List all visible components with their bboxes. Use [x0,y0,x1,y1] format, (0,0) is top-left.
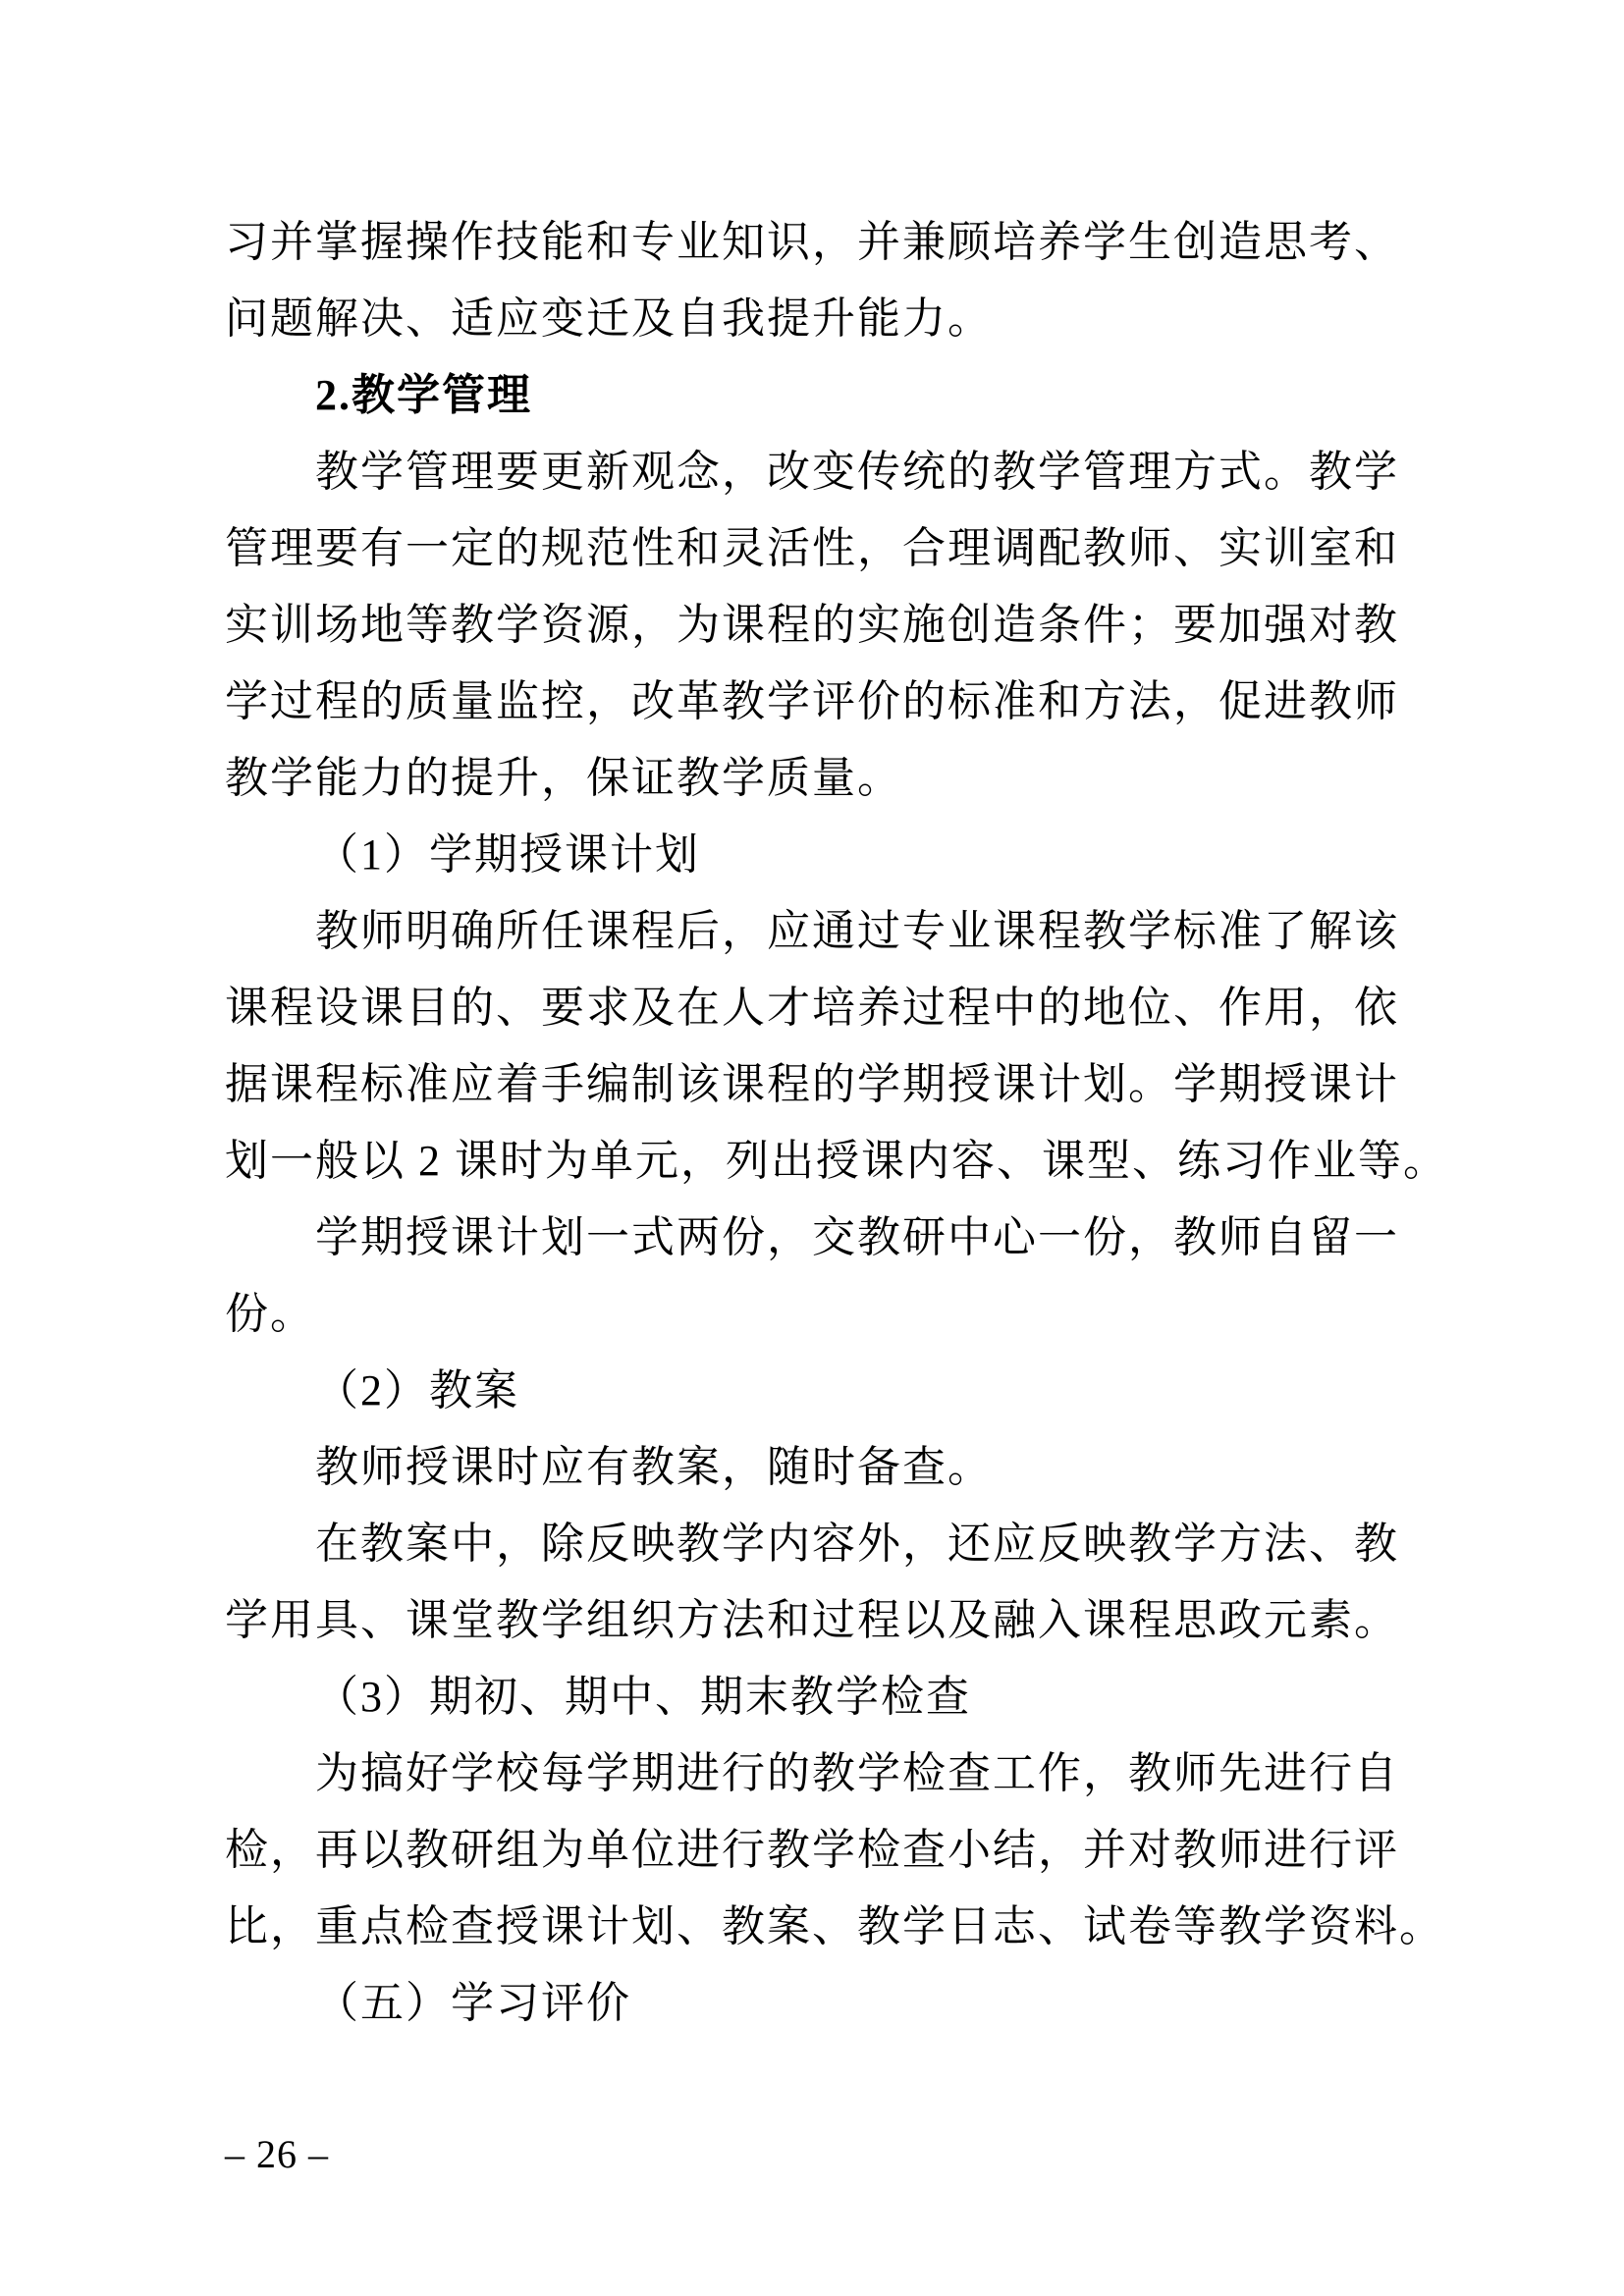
text-line: 教学能力的提升，保证教学质量。 [225,754,902,802]
text-line: 实训场地等教学资源，为课程的实施创造条件；要加强对教 [225,601,1399,649]
text-line: 检，再以教研组为单位进行教学检查小结，并对教师进行评 [225,1826,1399,1874]
text-line: 课程设课目的、要求及在人才培养过程中的地位、作用，依 [225,984,1399,1032]
text-line: 学期授课计划一式两份，交教研中心一份，教师自留一 [315,1213,1399,1261]
text-line: 学用具、课堂教学组织方法和过程以及融入课程思政元素。 [225,1596,1399,1644]
text-line: 据课程标准应着手编制该课程的学期授课计划。学期授课计 [225,1060,1399,1108]
text-line: 问题解决、适应变迁及自我提升能力。 [225,294,993,343]
text-line: 教师授课时应有教案，随时备查。 [315,1443,993,1491]
heading-line: （五）学习评价 [315,1979,631,2027]
page-number: – 26 – [225,2132,329,2176]
text-line: 习并掌握操作技能和专业知识，并兼顾培养学生创造思考、 [225,218,1399,266]
text-line: 学过程的质量监控，改革教学评价的标准和方法，促进教师 [225,677,1399,725]
text-line: （1）学期授课计划 [315,830,700,879]
heading-line: 2.教学管理 [315,371,532,419]
text-line: （3）期初、期中、期末教学检查 [315,1673,971,1721]
text-line: 教师明确所任课程后，应通过专业课程教学标准了解该 [315,907,1399,955]
text-line: 管理要有一定的规范性和灵活性，合理调配教师、实训室和 [225,524,1399,572]
text-line: 比，重点检查授课计划、教案、教学日志、试卷等教学资料。 [225,1902,1444,1950]
text-line: 在教案中，除反映教学内容外，还应反映教学方法、教 [315,1520,1399,1568]
document-body [225,204,1448,2042]
text-line: 划一般以 2 课时为单元，列出授课内容、课型、练习作业等。 [225,1137,1448,1185]
text-line: 为搞好学校每学期进行的教学检查工作，教师先进行自 [315,1749,1399,1797]
text-line: 教学管理要更新观念，改变传统的教学管理方式。教学 [315,448,1399,496]
text-line: （2）教案 [315,1366,519,1415]
text-line: 份。 [225,1290,315,1338]
